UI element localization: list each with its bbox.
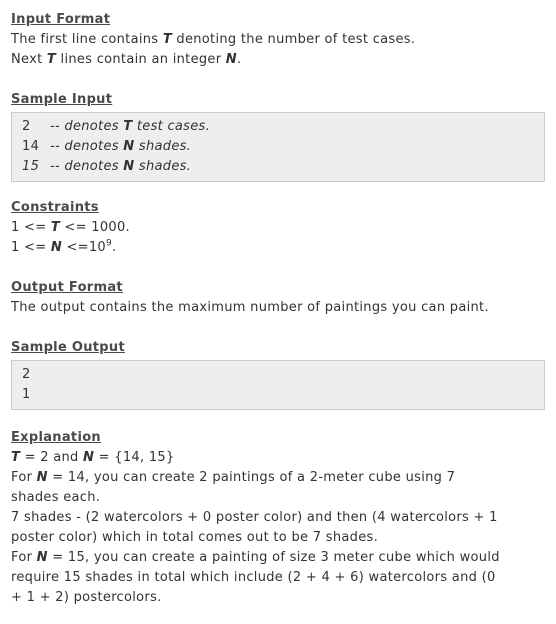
sample-output-heading: Sample Output xyxy=(11,340,125,355)
constraint-n xyxy=(11,238,545,258)
variable-t: T xyxy=(46,52,57,67)
text: -- denotes xyxy=(50,159,124,174)
text: = {14, 15} xyxy=(94,450,175,465)
input-value: 2 xyxy=(22,119,31,134)
explanation-line: 7 shades - (2 watercolors + 0 poster color) and then (4 watercolors + 1 xyxy=(11,510,498,525)
explanation-line: shades each. xyxy=(11,490,101,505)
variable-t: T xyxy=(162,32,172,47)
explanation-line: + 1 + 2) postercolors. xyxy=(11,590,162,605)
input-format-heading: Input Format xyxy=(11,12,111,27)
text: For xyxy=(11,550,37,565)
text: . xyxy=(236,52,242,67)
input-format-line-1 xyxy=(11,30,545,50)
variable-n: N xyxy=(36,470,48,485)
text: test cases. xyxy=(132,119,211,134)
text: -- denotes xyxy=(50,139,124,154)
constraints-heading: Constraints xyxy=(11,200,99,215)
text: For xyxy=(11,470,37,485)
explanation-line xyxy=(11,548,545,568)
input-format-line-2 xyxy=(11,50,545,70)
text: <=10 xyxy=(62,240,106,255)
text: shades. xyxy=(134,139,192,154)
variable-n: N xyxy=(50,240,63,255)
text: = 15, you can create a painting of size 3 meter cube which would xyxy=(47,550,500,565)
text: 1 <= xyxy=(11,240,51,255)
variable-n: N xyxy=(83,450,95,465)
sample-output-row: 2 xyxy=(22,367,31,382)
sample-output-row: 1 xyxy=(22,387,31,402)
variable-t: T xyxy=(123,119,133,134)
text: shades. xyxy=(134,159,192,174)
explanation-line: poster color) which in total comes out to be 7 shades. xyxy=(11,530,379,545)
text: = 14, you can create 2 paintings of a 2-meter cube using 7 xyxy=(47,470,456,485)
input-value: 15 xyxy=(22,159,40,174)
variable-n: N xyxy=(123,159,135,174)
constraint-t xyxy=(11,218,545,238)
text: <= 1000. xyxy=(60,220,130,235)
sample-input-row xyxy=(22,157,534,177)
sample-input-row xyxy=(22,137,534,157)
variable-n: N xyxy=(123,139,135,154)
variable-t: T xyxy=(11,450,21,465)
text: -- denotes xyxy=(50,119,124,134)
explanation-heading: Explanation xyxy=(11,430,101,445)
output-format-heading: Output Format xyxy=(11,280,123,295)
sample-input-box xyxy=(11,112,545,182)
explanation-line: require 15 shades in total which include (2 + 4 + 6) watercolors and (0 xyxy=(11,570,496,585)
output-format-text: The output contains the maximum number of paintings you can paint. xyxy=(11,300,489,315)
variable-n: N xyxy=(36,550,48,565)
exponent: 9 xyxy=(105,238,113,249)
sample-input-row xyxy=(22,117,534,137)
explanation-line xyxy=(11,468,545,488)
variable-t: T xyxy=(50,220,60,235)
text: . xyxy=(112,240,117,255)
text: lines contain an integer xyxy=(56,52,226,67)
text: Next xyxy=(11,52,47,67)
variable-n: N xyxy=(225,52,237,67)
text: The first line contains xyxy=(11,32,163,47)
sample-input-heading: Sample Input xyxy=(11,92,113,107)
sample-output-box xyxy=(11,360,545,410)
text: denoting the number of test cases. xyxy=(171,32,416,47)
text: = 2 and xyxy=(20,450,84,465)
text: 1 <= xyxy=(11,220,51,235)
explanation-line xyxy=(11,448,545,468)
input-value: 14 xyxy=(22,139,40,154)
